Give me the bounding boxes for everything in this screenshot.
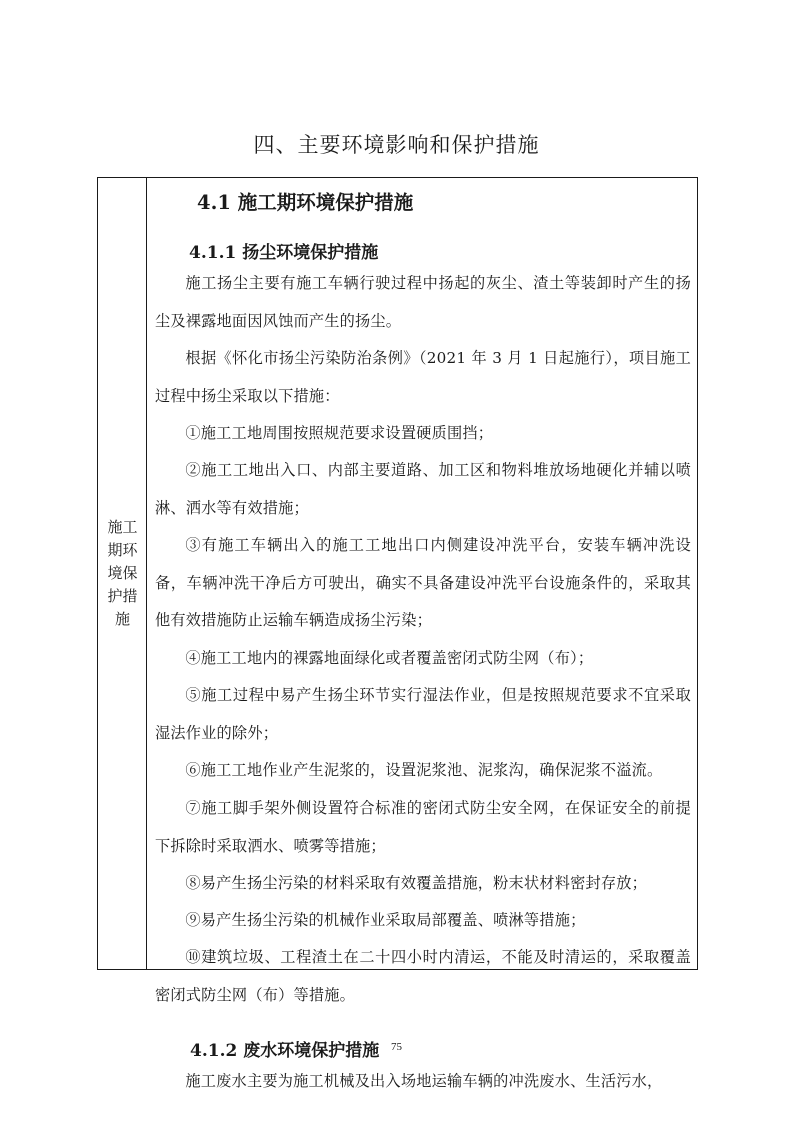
section-heading: 4.1 施工期环境保护措施 [197,191,414,214]
subsection-heading-wastewater: 4.1.2 废水环境保护措施 [190,1041,380,1061]
list-item: ③有施工车辆出入的施工工地出口内侧建设冲洗平台，安装车辆冲洗设备，车辆冲洗干净后方可驶出，确实不具备建设冲洗平台设施条件的，采取其他有效措施防止运输车辆造成扬尘污染； [155,536,691,629]
list-item: ⑦施工脚手架外侧设置符合标准的密闭式防尘安全网，在保证安全的前提下拆除时采取洒水、喷雾等措施； [155,799,691,855]
paragraph: 根据《怀化市扬尘污染防治条例》（2021 年 3 月 1 日起施行），项目施工过程中扬尘采取以下措施： [155,349,691,405]
subsection-heading-dust: 4.1.1 扬尘环境保护措施 [189,243,379,263]
paragraph: 施工废水主要为施工机械及出入场地运输车辆的冲洗废水、生活污水， [185,1072,663,1090]
page-number: 75 [391,1041,402,1053]
row-label-cell [98,178,147,969]
page-title: 四、主要环境影响和保护措施 [253,133,540,157]
list-item: ⑨易产生扬尘污染的机械作业采取局部覆盖、喷淋等措施； [185,911,586,929]
row-label: 施工期环境保护措施 [107,518,138,628]
paragraph: 施工扬尘主要有施工车辆行驶过程中扬起的灰尘、渣土等装卸时产生的扬尘及裸露地面因风蚀而产生的扬尘。 [155,274,691,330]
list-item: ①施工工地周围按照规范要求设置硬质围挡； [185,424,494,442]
list-item: ②施工工地出入口、内部主要道路、加工区和物料堆放场地硬化并辅以喷淋、洒水等有效措施； [155,461,691,517]
list-item: ⑧易产生扬尘污染的材料采取有效覆盖措施，粉末状材料密封存放； [185,874,648,892]
list-item: ④施工工地内的裸露地面绿化或者覆盖密闭式防尘网（布）； [185,649,594,667]
list-item: ⑩建筑垃圾、工程渣土在二十四小时内清运，不能及时清运的，采取覆盖密闭式防尘网（布）等措施。 [155,948,691,1004]
list-item: ⑤施工过程中易产生扬尘环节实行湿法作业，但是按照规范要求不宜采取湿法作业的除外； [155,686,691,742]
list-item: ⑥施工工地作业产生泥浆的，设置泥浆池、泥浆沟，确保泥浆不溢流。 [185,761,663,779]
